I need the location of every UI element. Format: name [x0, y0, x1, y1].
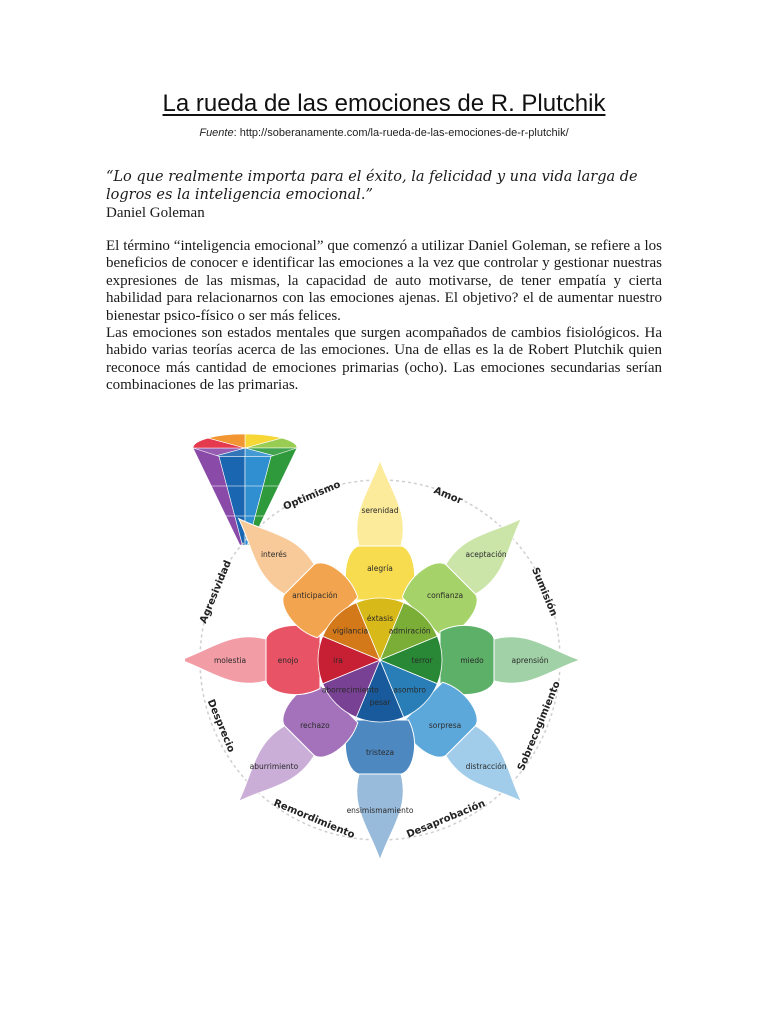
inner-emotion-label: pesar: [369, 698, 391, 707]
dyad-label: Amor: [432, 485, 464, 507]
dyad-label: Optimismo: [281, 479, 343, 513]
outer-emotion-label: aceptación: [465, 549, 507, 559]
dyad-label: Sumisión: [529, 566, 559, 618]
inner-emotion-label: aborrecimiento: [321, 685, 379, 695]
middle-emotion-label: alegría: [367, 564, 393, 573]
dyad-label: Remordimiento: [271, 797, 357, 842]
paragraph-1: El término “inteligencia emocional” que comenzó a utilizar Daniel Goleman, se refiere a los beneficios de conocer e identificar las emociones a la vez que controlar y gestionar nuestras expresiones de las mismas, la capacidad de auto motivarse, de tener empatía y cierta habilidad para relacionarnos con las emociones ajenas. El objetivo? el de aumentar nuestro bienestar psico-físico o ser más felices.: [106, 238, 662, 324]
middle-emotion-label: anticipación: [292, 590, 338, 600]
outer-emotion-label: aburrimiento: [249, 762, 299, 772]
middle-emotion-label: miedo: [460, 656, 484, 665]
body-text: [106, 238, 662, 395]
inner-emotion-label: admiración: [388, 626, 431, 636]
quote-author: Daniel Goleman: [106, 205, 205, 221]
outer-emotion-label: interés: [260, 549, 287, 559]
inner-emotion-label: terror: [411, 656, 433, 665]
source-url: : http://soberanamente.com/la-rueda-de-las-emociones-de-r-plutchik/: [233, 127, 569, 139]
petal-outer-ring: [357, 774, 404, 860]
middle-emotion-label: confianza: [427, 590, 464, 600]
outer-emotion-label: molestia: [213, 656, 247, 665]
petal-outer-ring: [357, 460, 404, 546]
outer-emotion-label: ensimismamiento: [346, 806, 414, 815]
paragraph-2: Las emociones son estados mentales que surgen acompañados de cambios fisiológicos. Ha habido varias teorías acerca de las emociones. Una de ellas es la de Robert Plutchik quien reconoce más cantidad de emociones primarias (ocho). Las emociones secundarias serían combinaciones de las primarias.: [106, 325, 662, 394]
source-line: [0, 127, 768, 139]
middle-emotion-label: rechazo: [300, 721, 330, 731]
outer-emotion-label: serenidad: [361, 506, 399, 515]
dyad-label: Desaprobación: [405, 798, 487, 841]
middle-emotion-label: sorpresa: [428, 721, 462, 731]
dyad-label: Agresividad: [198, 558, 234, 626]
middle-emotion-label: tristeza: [365, 748, 395, 757]
source-label: Fuente: [199, 127, 234, 139]
middle-emotion-label: enojo: [277, 656, 299, 665]
page-title: La rueda de las emociones de R. Plutchik: [162, 90, 606, 117]
dyad-label: Desprecio: [204, 698, 237, 755]
quote-text: “Lo que realmente importa para el éxito, la felicidad y una vida larga de logros es la inteligencia emocional.”: [106, 169, 638, 203]
inner-emotion-label: asombro: [393, 685, 427, 695]
outer-emotion-label: distracción: [465, 762, 507, 772]
inner-emotion-label: éxtasis: [366, 614, 394, 623]
dyad-label: Sobrecogimiento: [515, 679, 563, 773]
inner-emotion-label: ira: [333, 656, 343, 665]
outer-emotion-label: aprensión: [511, 656, 549, 665]
plutchik-wheel-figure: [185, 420, 595, 890]
inner-emotion-label: vigilancia: [332, 626, 369, 636]
